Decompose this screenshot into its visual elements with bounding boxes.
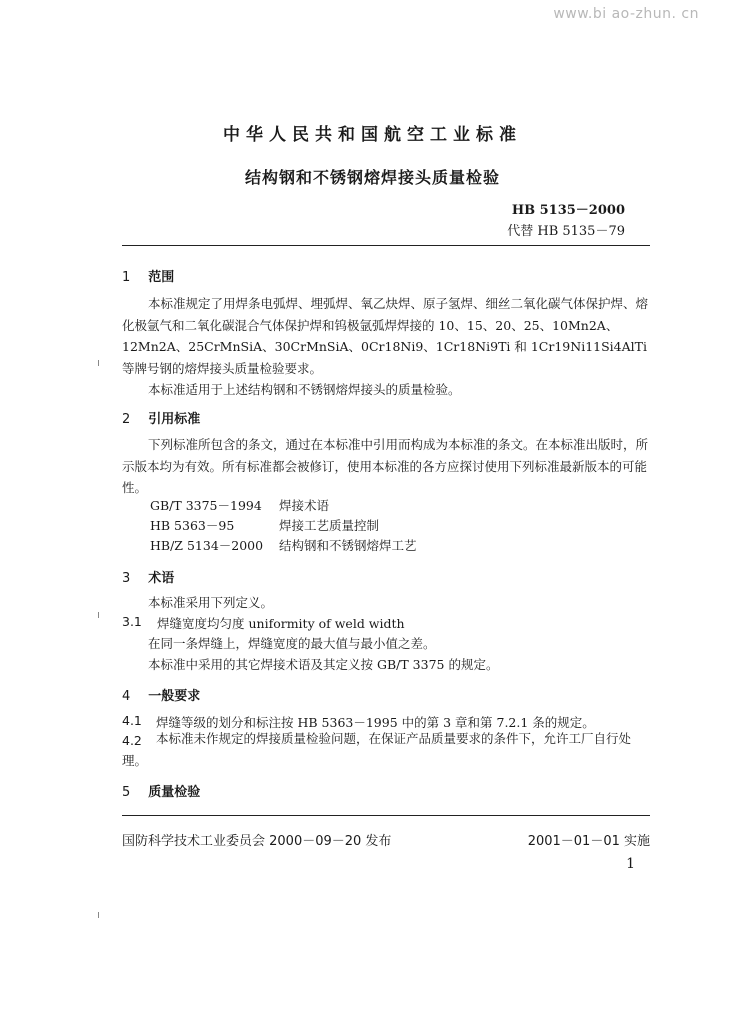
document-title: 结构钢和不锈钢熔焊接头质量检验 bbox=[244, 168, 500, 187]
margin-mark bbox=[98, 612, 99, 618]
reference-name: 焊接术语 bbox=[279, 498, 330, 513]
issuer-line: 国防科学技术工业委员会 2000－09－20 发布 bbox=[122, 834, 392, 849]
definition-number: 3.1 bbox=[122, 614, 142, 629]
section-number: 1 bbox=[122, 270, 131, 285]
section-2-heading bbox=[122, 408, 200, 427]
section-1-heading bbox=[122, 266, 174, 285]
definition-term: 焊缝宽度均匀度 uniformity of weld width bbox=[157, 616, 405, 631]
standard-code: HB 5135－2000 bbox=[511, 203, 625, 218]
section-1-paragraph-1: 本标准规定了用焊条电弧焊、埋弧焊、氧乙炔焊、原子氢焊、细丝二氧化碳气体保护焊、熔化极氩气和二氧化碳混合气体保护焊和钨极氩弧焊焊接的 10、15、20、25、10Mn2A、12Mn2A、25CrMnSiA、30CrMnSiA、0Cr18Ni9、1Cr18Ni9Ti 和 1Cr19Ni11Si4AlTi 等牌号钢的熔焊接头质量检验要求。 bbox=[122, 296, 649, 376]
header-rule bbox=[122, 245, 650, 246]
section-4-heading bbox=[122, 685, 200, 704]
section-title: 一般要求 bbox=[148, 689, 201, 704]
reference-code: HB/Z 5134－2000 bbox=[150, 538, 264, 553]
footer-rule bbox=[122, 815, 650, 816]
clause-number: 4.2 bbox=[122, 733, 142, 748]
section-number: 5 bbox=[122, 785, 131, 800]
margin-mark bbox=[98, 360, 99, 366]
section-title: 术语 bbox=[148, 571, 175, 586]
section-title: 范围 bbox=[148, 270, 175, 285]
section-number: 4 bbox=[122, 689, 131, 704]
section-3-heading bbox=[122, 567, 174, 586]
section-1-paragraph-2: 本标准适用于上述结构钢和不锈钢熔焊接头的质量检验。 bbox=[148, 382, 461, 397]
clause-number: 4.1 bbox=[122, 713, 142, 728]
section-2-paragraph-1: 下列标准所包含的条文，通过在本标准中引用而构成为本标准的条文。在本标准出版时，所示版本均为有效。所有标准都会被修订，使用本标准的各方应探讨使用下列标准最新版本的可能性。 bbox=[122, 437, 649, 495]
margin-mark bbox=[98, 912, 99, 918]
clause-4-1-text: 焊缝等级的划分和标注按 HB 5363－1995 中的第 3 章和第 7.2.1 条的规定。 bbox=[156, 715, 595, 730]
section-3-paragraph-2: 本标准中采用的其它焊接术语及其定义按 GB/T 3375 的规定。 bbox=[148, 657, 499, 672]
standard-title: 中华人民共和国航空工业标准 bbox=[223, 125, 522, 145]
clause-4-2-text: 本标准未作规定的焊接质量检验问题，在保证产品质量要求的条件下，允许工厂自行处理。 bbox=[122, 731, 632, 768]
page-number: 1 bbox=[626, 856, 635, 872]
reference-code: GB/T 3375－1994 bbox=[150, 498, 262, 513]
section-number: 3 bbox=[122, 571, 131, 586]
reference-name: 焊接工艺质量控制 bbox=[279, 518, 380, 533]
watermark: www.bi ao-zhun. cn bbox=[553, 6, 699, 22]
effective-date: 2001－01－01 实施 bbox=[527, 834, 650, 849]
reference-code: HB 5363－95 bbox=[150, 518, 235, 533]
definition-text: 在同一条焊缝上，焊缝宽度的最大值与最小值之差。 bbox=[148, 636, 436, 651]
section-title: 质量检验 bbox=[148, 785, 201, 800]
replaces-code: 代替 HB 5135－79 bbox=[507, 224, 625, 239]
section-3-paragraph-1: 本标准采用下列定义。 bbox=[148, 595, 274, 610]
section-title: 引用标准 bbox=[148, 412, 201, 427]
section-number: 2 bbox=[122, 412, 131, 427]
section-5-heading bbox=[122, 781, 200, 800]
reference-name: 结构钢和不锈钢熔焊工艺 bbox=[279, 538, 417, 553]
